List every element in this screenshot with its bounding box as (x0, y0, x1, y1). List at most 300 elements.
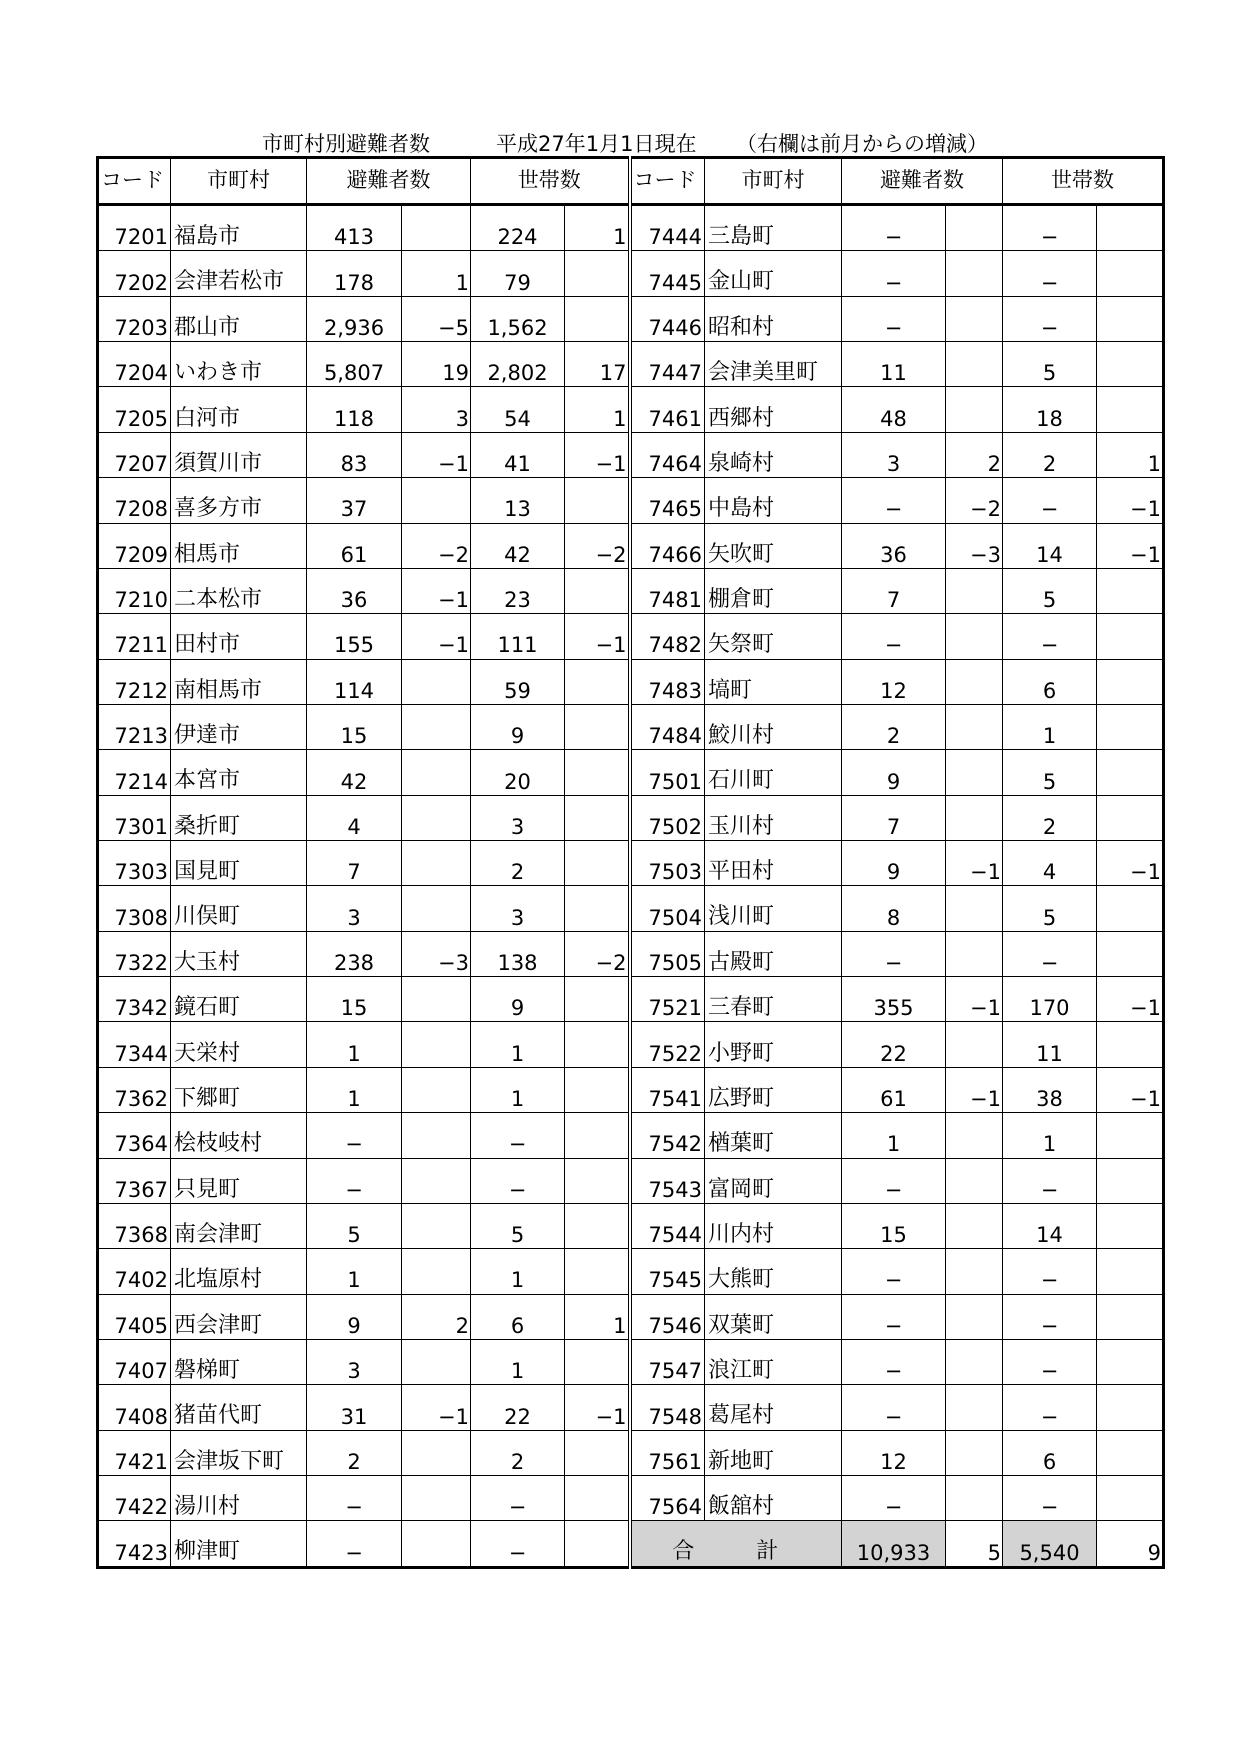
left-households-cell: 79 (471, 251, 565, 296)
right-households-cell: − (1003, 296, 1097, 341)
left-households-cell: 13 (471, 478, 565, 523)
right-evacuees-change-cell (946, 886, 1003, 931)
left-code-cell: 7213 (98, 704, 171, 749)
right-evacuees-change-cell (946, 568, 1003, 613)
right-name-cell: 塙町 (705, 659, 842, 704)
left-households-cell: 224 (471, 205, 565, 251)
left-evacuees-change-cell (402, 841, 471, 886)
right-households-cell: − (1003, 931, 1097, 976)
right-name-cell: 新地町 (705, 1430, 842, 1475)
right-evacuees-change-cell: −3 (946, 523, 1003, 568)
evacuee-table (96, 156, 1165, 1569)
left-code-cell: 7207 (98, 432, 171, 477)
left-households-change-cell: 1 (565, 205, 630, 251)
left-evacuees-change-cell (402, 1249, 471, 1294)
table-row (98, 432, 1164, 477)
left-name-cell: 相馬市 (171, 523, 307, 568)
right-households-cell: 11 (1003, 1022, 1097, 1067)
left-households-cell: 6 (471, 1294, 565, 1339)
left-evacuees-change-cell (402, 1430, 471, 1475)
left-households-change-cell (565, 1521, 630, 1567)
left-evacuees-cell: 155 (307, 614, 402, 659)
left-evacuees-change-cell (402, 205, 471, 251)
left-name-cell: 郡山市 (171, 296, 307, 341)
table-row (98, 205, 1164, 251)
left-evacuees-change-cell: 19 (402, 342, 471, 387)
left-evacuees-cell: 5 (307, 1203, 402, 1248)
left-households-cell: 42 (471, 523, 565, 568)
left-evacuees-change-cell: 2 (402, 1294, 471, 1339)
title-main: 市町村別避難者数 (262, 132, 430, 156)
left-households-change-cell (565, 886, 630, 931)
left-name-cell: 鏡石町 (171, 977, 307, 1022)
left-name-cell: 福島市 (171, 205, 307, 251)
document-title (0, 124, 1240, 158)
left-households-cell: 59 (471, 659, 565, 704)
title-note: （右欄は前月からの増減） (736, 132, 988, 156)
left-households-cell: 111 (471, 614, 565, 659)
left-code-cell: 7422 (98, 1476, 171, 1521)
left-code-cell: 7211 (98, 614, 171, 659)
left-evacuees-cell: 4 (307, 795, 402, 840)
right-evacuees-cell: 355 (842, 977, 946, 1022)
left-name-cell: 会津若松市 (171, 251, 307, 296)
right-code-cell: 7461 (630, 387, 705, 432)
left-households-cell: 1,562 (471, 296, 565, 341)
right-code-cell: 7465 (630, 478, 705, 523)
left-name-cell: 下郷町 (171, 1067, 307, 1112)
left-evacuees-change-cell (402, 1339, 471, 1384)
table-body (98, 205, 1164, 1568)
left-households-change-cell (565, 1476, 630, 1521)
table-row (98, 886, 1164, 931)
right-households-change-cell (1097, 886, 1164, 931)
right-households-cell: − (1003, 1476, 1097, 1521)
right-evacuees-change-cell (946, 1385, 1003, 1430)
right-evacuees-cell: 12 (842, 1430, 946, 1475)
table-row (98, 1203, 1164, 1248)
right-evacuees-cell: 7 (842, 568, 946, 613)
right-name-cell: 昭和村 (705, 296, 842, 341)
left-evacuees-cell: 9 (307, 1294, 402, 1339)
right-households-cell: − (1003, 251, 1097, 296)
right-name-cell: 会津美里町 (705, 342, 842, 387)
right-households-cell: 6 (1003, 659, 1097, 704)
left-evacuees-change-cell: −1 (402, 1385, 471, 1430)
left-name-cell: 喜多方市 (171, 478, 307, 523)
left-evacuees-change-cell (402, 1067, 471, 1112)
left-code-cell: 7322 (98, 931, 171, 976)
right-evacuees-change-cell (946, 1476, 1003, 1521)
right-evacuees-change-cell: −2 (946, 478, 1003, 523)
right-evacuees-change-cell (946, 931, 1003, 976)
table-row (98, 750, 1164, 795)
left-evacuees-cell: 3 (307, 886, 402, 931)
right-name-cell: 棚倉町 (705, 568, 842, 613)
right-code-cell: 7481 (630, 568, 705, 613)
right-households-change-cell: −1 (1097, 1067, 1164, 1112)
right-households-cell: 18 (1003, 387, 1097, 432)
right-name-cell: 玉川村 (705, 795, 842, 840)
right-name-cell: 石川町 (705, 750, 842, 795)
right-code-cell: 7505 (630, 931, 705, 976)
left-name-cell: 天栄村 (171, 1022, 307, 1067)
left-name-cell: 只見町 (171, 1158, 307, 1203)
left-evacuees-change-cell: 3 (402, 387, 471, 432)
left-name-cell: 会津坂下町 (171, 1430, 307, 1475)
left-evacuees-change-cell (402, 886, 471, 931)
right-code-cell: 7542 (630, 1113, 705, 1158)
left-households-cell: 22 (471, 1385, 565, 1430)
left-households-cell: 2,802 (471, 342, 565, 387)
right-code-cell: 7483 (630, 659, 705, 704)
left-code-cell: 7421 (98, 1430, 171, 1475)
right-households-change-cell (1097, 568, 1164, 613)
right-households-cell: 1 (1003, 704, 1097, 749)
right-name-cell: 古殿町 (705, 931, 842, 976)
title-date: 平成27年1月1日現在 (496, 132, 697, 156)
table-row (98, 387, 1164, 432)
left-evacuees-cell: − (307, 1113, 402, 1158)
right-evacuees-change-cell (946, 1339, 1003, 1384)
right-households-cell: 6 (1003, 1430, 1097, 1475)
left-households-cell: − (471, 1521, 565, 1567)
left-code-cell: 7210 (98, 568, 171, 613)
right-code-cell: 7543 (630, 1158, 705, 1203)
right-households-change-cell (1097, 1158, 1164, 1203)
left-evacuees-change-cell (402, 977, 471, 1022)
left-households-cell: 1 (471, 1339, 565, 1384)
right-name-cell: 葛尾村 (705, 1385, 842, 1430)
left-evacuees-cell: 42 (307, 750, 402, 795)
left-name-cell: 桧枝岐村 (171, 1113, 307, 1158)
table-row (98, 1158, 1164, 1203)
left-evacuees-change-cell: −5 (402, 296, 471, 341)
left-households-change-cell (565, 1067, 630, 1112)
right-households-change-cell (1097, 1339, 1164, 1384)
table-row (98, 704, 1164, 749)
right-evacuees-cell: − (842, 1476, 946, 1521)
right-households-change-cell (1097, 387, 1164, 432)
right-evacuees-change-cell: −1 (946, 841, 1003, 886)
right-code-cell: 7561 (630, 1430, 705, 1475)
left-evacuees-change-cell (402, 659, 471, 704)
right-code-cell: 7466 (630, 523, 705, 568)
left-evacuees-cell: 114 (307, 659, 402, 704)
right-evacuees-change-cell (946, 1158, 1003, 1203)
left-households-change-cell (565, 1113, 630, 1158)
left-code-cell: 7344 (98, 1022, 171, 1067)
right-households-cell: − (1003, 614, 1097, 659)
left-households-change-cell (565, 659, 630, 704)
total-evacuees-cell: 10,933 (842, 1521, 946, 1567)
left-households-cell: 3 (471, 795, 565, 840)
table-row (98, 1022, 1164, 1067)
left-evacuees-change-cell: 1 (402, 251, 471, 296)
right-evacuees-change-cell: 2 (946, 432, 1003, 477)
left-households-cell: 2 (471, 1430, 565, 1475)
left-name-cell: 桑折町 (171, 795, 307, 840)
header-evacuees-right: 避難者数 (842, 158, 1003, 205)
right-households-cell: 170 (1003, 977, 1097, 1022)
right-name-cell: 川内村 (705, 1203, 842, 1248)
left-evacuees-cell: 31 (307, 1385, 402, 1430)
left-evacuees-change-cell (402, 1158, 471, 1203)
left-evacuees-change-cell: −3 (402, 931, 471, 976)
header-households-right: 世帯数 (1003, 158, 1164, 205)
right-households-cell: 5 (1003, 886, 1097, 931)
right-name-cell: 矢吹町 (705, 523, 842, 568)
header-row (98, 158, 1164, 205)
right-name-cell: 双葉町 (705, 1294, 842, 1339)
table-row (98, 251, 1164, 296)
table-row (98, 659, 1164, 704)
table-row (98, 342, 1164, 387)
right-evacuees-change-cell (946, 1294, 1003, 1339)
left-households-change-cell: −2 (565, 931, 630, 976)
table-row (98, 1521, 1164, 1567)
right-code-cell: 7503 (630, 841, 705, 886)
left-households-change-cell: 17 (565, 342, 630, 387)
left-households-change-cell (565, 568, 630, 613)
right-evacuees-cell: 48 (842, 387, 946, 432)
right-code-cell: 7446 (630, 296, 705, 341)
right-code-cell: 7444 (630, 205, 705, 251)
left-code-cell: 7308 (98, 886, 171, 931)
table-row (98, 614, 1164, 659)
right-evacuees-cell: 3 (842, 432, 946, 477)
table-row (98, 568, 1164, 613)
table-row (98, 977, 1164, 1022)
left-evacuees-cell: 413 (307, 205, 402, 251)
right-households-change-cell (1097, 205, 1164, 251)
left-households-change-cell: 1 (565, 1294, 630, 1339)
left-evacuees-cell: 5,807 (307, 342, 402, 387)
right-code-cell: 7545 (630, 1249, 705, 1294)
right-code-cell: 7445 (630, 251, 705, 296)
left-households-cell: 3 (471, 886, 565, 931)
right-households-change-cell: −1 (1097, 841, 1164, 886)
right-evacuees-change-cell (946, 1113, 1003, 1158)
right-evacuees-cell: − (842, 1249, 946, 1294)
left-code-cell: 7367 (98, 1158, 171, 1203)
left-code-cell: 7368 (98, 1203, 171, 1248)
right-code-cell: 7564 (630, 1476, 705, 1521)
left-households-cell: 9 (471, 977, 565, 1022)
right-name-cell: 富岡町 (705, 1158, 842, 1203)
left-households-change-cell (565, 296, 630, 341)
right-evacuees-change-cell (946, 614, 1003, 659)
left-households-cell: 20 (471, 750, 565, 795)
right-evacuees-cell: − (842, 205, 946, 251)
table-row (98, 1385, 1164, 1430)
right-households-cell: 14 (1003, 523, 1097, 568)
right-code-cell: 7546 (630, 1294, 705, 1339)
right-code-cell: 7522 (630, 1022, 705, 1067)
right-code-cell: 7504 (630, 886, 705, 931)
left-name-cell: 北塩原村 (171, 1249, 307, 1294)
left-code-cell: 7342 (98, 977, 171, 1022)
left-evacuees-cell: 2,936 (307, 296, 402, 341)
total-label: 合計 (630, 1521, 842, 1567)
right-name-cell: 矢祭町 (705, 614, 842, 659)
left-name-cell: 二本松市 (171, 568, 307, 613)
left-evacuees-cell: 83 (307, 432, 402, 477)
left-evacuees-cell: 238 (307, 931, 402, 976)
right-name-cell: 中島村 (705, 478, 842, 523)
right-evacuees-cell: 11 (842, 342, 946, 387)
left-evacuees-change-cell (402, 704, 471, 749)
left-name-cell: 伊達市 (171, 704, 307, 749)
left-households-change-cell (565, 1249, 630, 1294)
table-row (98, 931, 1164, 976)
left-households-change-cell (565, 841, 630, 886)
left-code-cell: 7214 (98, 750, 171, 795)
header-households-left: 世帯数 (471, 158, 630, 205)
left-households-change-cell (565, 251, 630, 296)
left-code-cell: 7423 (98, 1521, 171, 1567)
right-name-cell: 浪江町 (705, 1339, 842, 1384)
left-code-cell: 7301 (98, 795, 171, 840)
left-households-cell: − (471, 1113, 565, 1158)
right-code-cell: 7544 (630, 1203, 705, 1248)
right-households-cell: 5 (1003, 568, 1097, 613)
right-households-change-cell (1097, 795, 1164, 840)
left-name-cell: いわき市 (171, 342, 307, 387)
right-code-cell: 7502 (630, 795, 705, 840)
left-evacuees-cell: 36 (307, 568, 402, 613)
left-households-cell: 23 (471, 568, 565, 613)
table-row (98, 523, 1164, 568)
right-evacuees-cell: − (842, 931, 946, 976)
right-households-cell: 2 (1003, 795, 1097, 840)
left-evacuees-cell: 37 (307, 478, 402, 523)
right-code-cell: 7541 (630, 1067, 705, 1112)
right-name-cell: 浅川町 (705, 886, 842, 931)
right-households-cell: − (1003, 1249, 1097, 1294)
right-evacuees-cell: 9 (842, 841, 946, 886)
right-households-cell: − (1003, 1385, 1097, 1430)
left-evacuees-change-cell: −2 (402, 523, 471, 568)
left-households-change-cell: 1 (565, 387, 630, 432)
left-name-cell: 猪苗代町 (171, 1385, 307, 1430)
right-households-cell: 1 (1003, 1113, 1097, 1158)
right-evacuees-change-cell (946, 795, 1003, 840)
right-code-cell: 7482 (630, 614, 705, 659)
right-evacuees-change-cell (946, 1203, 1003, 1248)
right-evacuees-change-cell (946, 1430, 1003, 1475)
right-evacuees-change-cell (946, 387, 1003, 432)
left-name-cell: 柳津町 (171, 1521, 307, 1567)
left-evacuees-cell: 3 (307, 1339, 402, 1384)
table-row (98, 841, 1164, 886)
right-code-cell: 7548 (630, 1385, 705, 1430)
left-evacuees-change-cell (402, 795, 471, 840)
left-evacuees-cell: 118 (307, 387, 402, 432)
right-households-change-cell (1097, 1249, 1164, 1294)
right-households-change-cell: −1 (1097, 478, 1164, 523)
table-row (98, 1476, 1164, 1521)
total-households-cell: 5,540 (1003, 1521, 1097, 1567)
left-households-change-cell: −1 (565, 432, 630, 477)
right-evacuees-change-cell (946, 342, 1003, 387)
left-name-cell: 大玉村 (171, 931, 307, 976)
left-households-cell: 41 (471, 432, 565, 477)
right-evacuees-change-cell (946, 1022, 1003, 1067)
right-evacuees-cell: 2 (842, 704, 946, 749)
left-name-cell: 湯川村 (171, 1476, 307, 1521)
left-evacuees-change-cell (402, 1022, 471, 1067)
left-evacuees-cell: 178 (307, 251, 402, 296)
left-evacuees-cell: 15 (307, 977, 402, 1022)
left-households-change-cell: −2 (565, 523, 630, 568)
right-evacuees-change-cell: −1 (946, 977, 1003, 1022)
left-evacuees-change-cell: −1 (402, 432, 471, 477)
right-households-cell: 5 (1003, 750, 1097, 795)
right-households-change-cell (1097, 659, 1164, 704)
left-name-cell: 西会津町 (171, 1294, 307, 1339)
right-households-change-cell (1097, 251, 1164, 296)
right-name-cell: 小野町 (705, 1022, 842, 1067)
total-households-change-cell: 9 (1097, 1521, 1164, 1567)
table-row (98, 795, 1164, 840)
left-evacuees-cell: − (307, 1521, 402, 1567)
left-code-cell: 7303 (98, 841, 171, 886)
left-code-cell: 7205 (98, 387, 171, 432)
right-evacuees-cell: 22 (842, 1022, 946, 1067)
left-evacuees-change-cell: −1 (402, 568, 471, 613)
right-households-cell: − (1003, 205, 1097, 251)
left-evacuees-cell: 7 (307, 841, 402, 886)
right-households-change-cell (1097, 614, 1164, 659)
table-row (98, 1113, 1164, 1158)
right-households-cell: − (1003, 1158, 1097, 1203)
left-name-cell: 須賀川市 (171, 432, 307, 477)
right-code-cell: 7501 (630, 750, 705, 795)
right-households-change-cell (1097, 296, 1164, 341)
left-code-cell: 7364 (98, 1113, 171, 1158)
left-households-cell: 1 (471, 1022, 565, 1067)
right-evacuees-change-cell (946, 704, 1003, 749)
table-row (98, 478, 1164, 523)
right-evacuees-cell: 36 (842, 523, 946, 568)
right-households-cell: 14 (1003, 1203, 1097, 1248)
right-name-cell: 三島町 (705, 205, 842, 251)
left-households-change-cell (565, 1203, 630, 1248)
left-households-change-cell (565, 704, 630, 749)
right-evacuees-cell: − (842, 296, 946, 341)
right-evacuees-cell: 9 (842, 750, 946, 795)
right-households-cell: − (1003, 1294, 1097, 1339)
right-evacuees-cell: − (842, 251, 946, 296)
right-code-cell: 7447 (630, 342, 705, 387)
right-evacuees-cell: − (842, 1294, 946, 1339)
right-households-change-cell (1097, 342, 1164, 387)
left-households-cell: 138 (471, 931, 565, 976)
table-row (98, 1339, 1164, 1384)
left-name-cell: 国見町 (171, 841, 307, 886)
right-evacuees-change-cell (946, 750, 1003, 795)
right-evacuees-change-cell (946, 205, 1003, 251)
left-households-change-cell (565, 478, 630, 523)
right-households-change-cell (1097, 1203, 1164, 1248)
right-name-cell: 金山町 (705, 251, 842, 296)
right-households-change-cell (1097, 1430, 1164, 1475)
table-row (98, 1067, 1164, 1112)
left-evacuees-change-cell (402, 750, 471, 795)
right-evacuees-change-cell (946, 659, 1003, 704)
right-name-cell: 泉崎村 (705, 432, 842, 477)
